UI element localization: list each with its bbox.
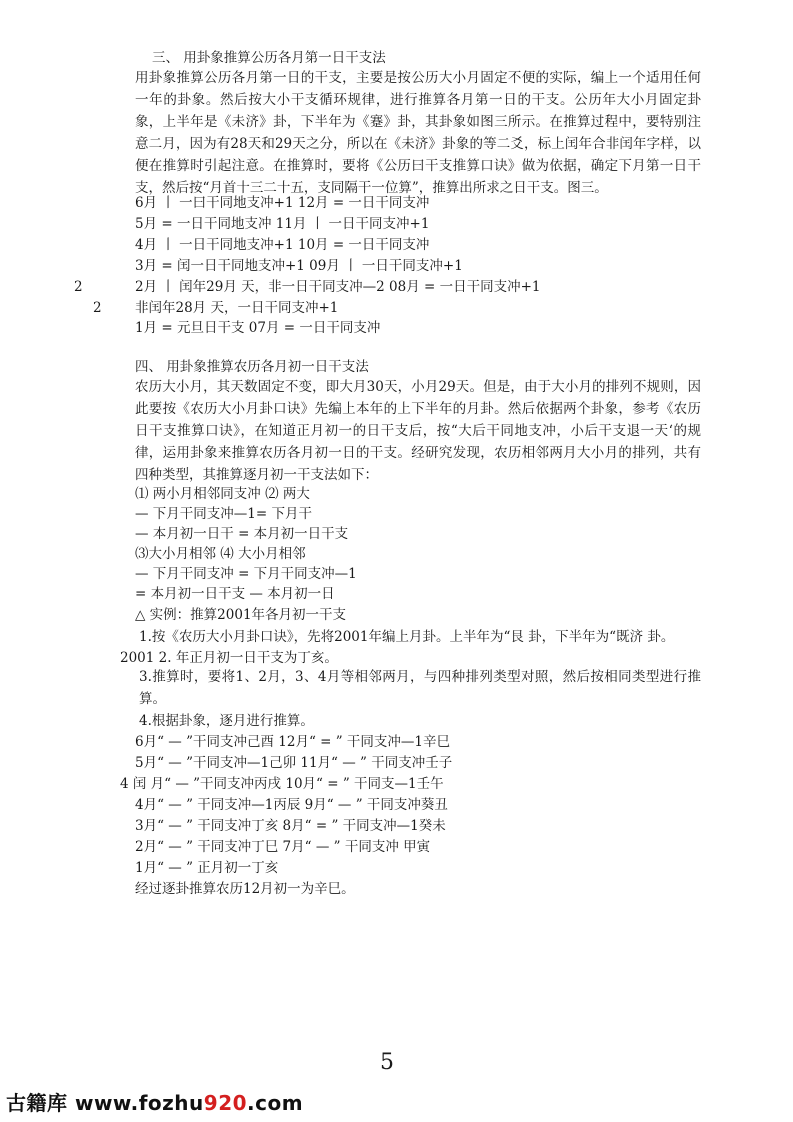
site-watermark [6,1087,303,1116]
step-2: 2001 2. 年正月初一日干支为丁亥。 [120,650,338,666]
result-line-2: 5月“ — ”干同支冲—1己卯 11月“ — ” 干同支冲壬子 [135,755,453,771]
page-number: 5 [380,1050,394,1075]
section3-heading: 三、 用卦象推算公历各月第一日干支法 [152,50,386,66]
section3-paragraph: 用卦象推算公历各月第一日的干支，主要是按公历大小月固定不便的实际，编上一个适用任何一年的卦象。然后按大小干支循环规律，进行推算各月第一日的干支。公历年大小月固定卦象，上半年是《未济》卦，下半年为《蹇》卦，其卦象如图三所示。在推算过程中，要特别注意二月，因为有28天和29天之分，所以在《未济》卦象的等二爻，标上闰年合非闰年字样，以便在推算时引起注意。在推算时，要将《公历曰干支推算口诀》做为依据，确定下月第一日干支，然后按“月首十三二十五，支同隔干一位算”，推算出所求之日干支。图三。 [135,70,701,196]
section3-line-6: 非闰年28月 天，一日干同支冲+1 [135,300,339,316]
watermark-url-prefix: www.fozhu [67,1091,204,1115]
result-line-4: 4月“ — ” 干同支冲—1丙辰 9月“ — ” 干同支冲葵丑 [135,797,448,813]
section3-line-2: 5月 = 一日干同地支冲 11月 丨 一日干同支冲+1 [135,216,430,232]
section4-line-5: — 下月干同支冲 = 下月干同支冲—1 [135,566,357,582]
result-line-6: 2月“ — ” 干同支冲丁巳 7月“ — ” 干同支冲 甲寅 [135,839,431,855]
margin-mark: 2 [93,300,102,316]
step-1: 1.按《农历大小月卦口诀》，先将2001年编上月卦。上半年为“艮 卦，下半年为“既济 卦。 [139,629,675,645]
conclusion: 经过逐卦推算农历12月初一为辛巳。 [135,881,355,897]
result-line-1: 6月“ — ”干同支冲己酉 12月“ = ” 干同支冲—1辛巳 [135,734,451,750]
section4-line-2: — 下月干同支冲—1= 下月干 [135,506,312,522]
result-line-5: 3月“ — ” 干同支冲丁亥 8月“ = ” 干同支冲—1癸未 [135,818,446,834]
section4-line-7: △ 实例：推算2001年各月初一干支 [135,607,347,623]
section3-line-3: 4月 丨 一日干同地支冲+1 10月 = 一日干同支冲 [135,237,430,253]
margin-mark: 2 [74,279,83,295]
section3-line-7: 1月 = 元旦日干支 07月 = 一日干同支冲 [135,320,381,336]
section4-line-3: — 本月初一日干 = 本月初一日干支 [135,526,349,542]
section4-line-1: ⑴ 两小月相邻同支冲 ⑵ 两大 [135,486,310,502]
section4-heading: 四、 用卦象推算农历各月初一日干支法 [135,359,369,375]
section3-line-1: 6月 丨 一曰干同地支冲+1 12月 = 一日干同支冲 [135,195,430,211]
result-line-3: 4 闰 月“ — ”干同支冲丙戌 10月“ = ” 干同支—1壬午 [120,776,444,792]
section3-line-5: 2月 丨 闰年29月 天，非一日干同支冲—2 08月 = 一日干同支冲+1 [135,279,541,295]
section4-line-6: = 本月初一日干支 — 本月初一日 [135,586,335,602]
step-3: 3.推算时，要将1、2月，3、4月等相邻两月，与四种排列类型对照，然后按相同类型进行推算。 [139,669,701,707]
step-4: 4.根据卦象，逐月进行推算。 [139,713,314,729]
watermark-url-suffix: .com [247,1091,304,1115]
section3-line-4: 3月 = 闰一日干同地支冲+1 09月 丨 一日干同支冲+1 [135,258,463,274]
watermark-brand: 古籍库 [6,1091,68,1115]
section4-paragraph: 农历大小月，其天数固定不变，即大月30天，小月29天。但是，由于大小月的排列不规则，因此要按《农历大小月卦口诀》先编上本年的上下半年的月卦。然后依据两个卦象，参考《农历日干支推算口诀》，在知道正月初一的日干支后，按“大后干同地支冲，小后干支退一天‘的规律，运用卦象来推算农历各月初一日的干支。经研究发现，农历相邻两月大小月的排列，共有四种类型，其推算逐月初一干支法如下： [135,379,701,483]
result-line-7: 1月“ — ” 正月初一丁亥 [135,860,279,876]
watermark-url-accent: 920 [203,1091,248,1115]
section4-line-4: ⑶大小月相邻 ⑷ 大小月相邻 [135,546,306,562]
